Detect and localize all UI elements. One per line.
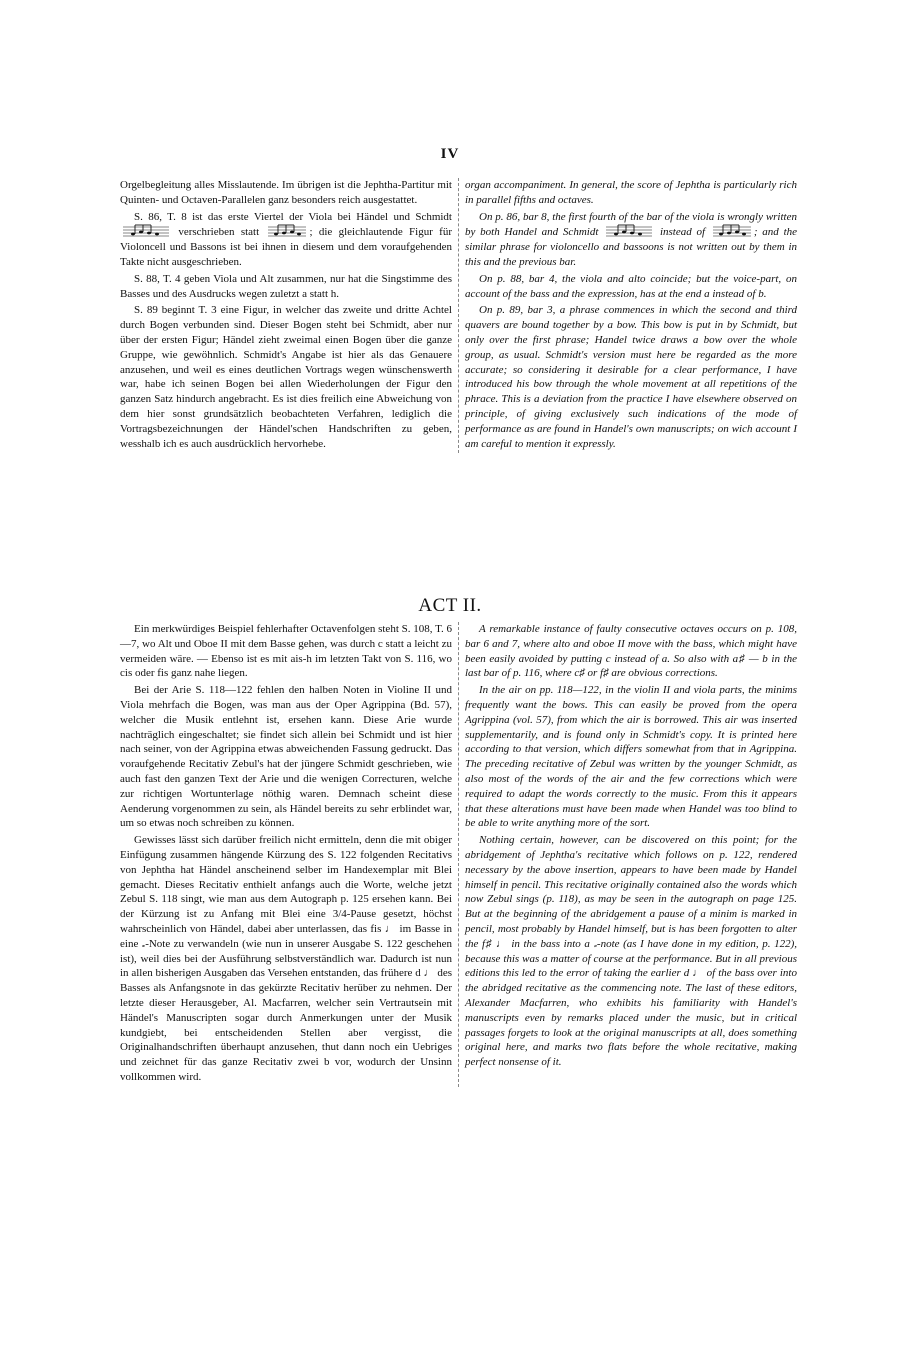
paragraph: A remarkable instance of faulty consecutive octaves occurs on p. 108, bar 6 and 7, where alto and oboe II move with the bass, which might have been easily avoided by putting c instead of a. So also with a♯ — b in the last bar of p. 116, where c♯ or f♯ are obvious corrections.	[465, 623, 797, 680]
text-run: On p. 86, bar 8, the first fourth of the bar of the viola is wrongly written by both Handel and Schmidt	[465, 210, 797, 239]
paragraph: S. 89 beginnt T. 3 eine Figur, in welcher das zweite und dritte Achtel durch Bogen verbunden sind. Dieser Bogen steht bei Schmidt, aber nur über der ersten Figur; Händel zieht zweimal einen Bogen über die ganze Gruppe, wie gewöhnlich. Schmidt's Angabe ist hier als das Genauere anzusehen, und weil es eines deutlichen Vortrags wegen wünschenswerth war, habe ich seinen Bogen bei allen Wiederholungen der Figur den ganzen Satz hindurch angebracht. Es ist dies freilich eine Abweichung von dem hier sonst grundsätzlich beobachteten Verfahren, lediglich die Vortragsbezeichnungen der Händel'schen Handschriften zu geben, wesshalb ich es auch ausdrücklich hervorhebe.	[120, 304, 452, 450]
music-notation-icon	[606, 224, 652, 238]
german-column-lower	[120, 622, 458, 1087]
english-column-lower	[458, 622, 797, 1087]
lower-columns	[120, 622, 800, 1087]
paragraph: In the air on pp. 118—122, in the violin II and viola parts, the minims frequently want the bows. This can easily be proved from the opera Agrippina (vol. 57), from which the air is borrowed. This air was inserted supplementarily, and is found only in Schmidt's copy. It is printed here according to that version, which differs somewhat from that in Agrippina. The preceding recitative of Zebul was written by the younger Schmidt, as also most of the words of the air and the few corrections which were required to adapt the words correctly to the music. From this it appears that these alterations must have been made when Handel was too blind to be able to write anything more of the sort.	[465, 684, 797, 830]
text-run: verschrieben statt	[178, 226, 260, 239]
music-notation-icon	[123, 224, 169, 238]
paragraph	[465, 210, 797, 270]
paragraph: organ accompaniment. In general, the score of Jephtha is particularly rich in parallel fifths and octaves.	[465, 179, 797, 206]
upper-columns	[120, 178, 800, 453]
paragraph: Nothing certain, however, can be discovered on this point; for the abridgement of Jephtha's recitative which follows on p. 122, rendered necessary by the above insertion, appears to have been made by Handel himself in pencil. This recitative originally contained also the words which now Zebul sings (p. 118), as may be seen in the autograph on page 125. But at the beginning of the abridgement a pause of a minim is marked in pencil, most probably by Handel himself, but is has been forgotten to alter the f♯ ♩ in the bass into a 𝅗-note (as I have done in my edition, p. 122), because this was a matter of course at the performance. But in all previous editions this led to the error of taking the earlier d ♩ of the bass over into the abridged recitative as the commencing note. The last of these editors, Alexander Macfarren, who exhibits his familiarity with Handel's manuscripts even by remarks placed under the music, but in critical passages forgets to look at the original manuscripts at all, does something original here, and marks two flats before the whole recitative, making perfect nonsense of it.	[465, 834, 797, 1069]
paragraph: Ein merkwürdiges Beispiel fehlerhafter Octavenfolgen steht S. 108, T. 6—7, wo Alt und Oboe II mit dem Basse gehen, was durch c statt a leicht zu vermeiden wäre. — Ebenso ist es mit ais-h im letzten Takt von S. 116, wo cis oder fis ganz nahe liegen.	[120, 623, 452, 680]
paragraph: Bei der Arie S. 118—122 fehlen den halben Noten in Violine II und Viola mehrfach die Bogen, was man aus der Oper Agrippina (Bd. 57), welcher die Musik entlehnt ist, ersehen kann. Diese Arie wurde nachträglich eingeschaltet; sie findet sich allein bei Schmidt und ist hier nach seiner, von der Agrippina etwas abweichenden Fassung gedruckt. Das voraufgehende Recitativ Zebul's hat der jüngere Schmidt geschrieben, wie auch fast den ganzen Text der Arie und die wenigen Correcturen, welche zur richtigen Wortunterlage nöthig waren. Demnach scheint diese Aenderung vorgenommen zu sein, als Händel bereits zu sehr erblindet war, um so etwas noch schreiben zu können.	[120, 684, 452, 830]
music-notation-icon	[713, 224, 751, 238]
paragraph: S. 88, T. 4 geben Viola und Alt zusammen, nur hat die Singstimme des Basses und des Ausdrucks wegen zuletzt a statt h.	[120, 272, 452, 300]
paragraph: On p. 88, bar 4, the viola and alto coincide; but the voice-part, on account of the bass and the expression, has at the end a instead of b.	[465, 272, 797, 300]
music-notation-icon	[268, 224, 306, 238]
paragraph: Orgelbegleitung alles Misslautende. Im übrigen ist die Jephtha-Partitur mit Quinten- und Octaven-Parallelen ganz besonders reich ausgestattet.	[120, 179, 452, 206]
text-run: instead of	[659, 226, 706, 239]
text-run: ; and the similar phrase for violoncello and bassoons is not written out by them in this and the previous bar.	[465, 226, 798, 268]
german-column-upper	[120, 178, 458, 453]
section-heading: ACT II.	[418, 595, 482, 616]
text-run: ; die gleichlautende Figur für Violoncell und Bassons ist bei ihnen in diesem und dem voraufgehenden Takte nicht ausgeschrieben.	[120, 226, 453, 268]
paragraph	[120, 210, 452, 270]
paragraph: On p. 89, bar 3, a phrase commences in which the second and third quavers are bound together by a bow. This bow is put in by Schmidt, but only over the first phrase; Handel twice draws a bow over the whole group, as usual. Schmidt's version must here be regarded as the more accurate; so considering it desirable for a clear performance, I have introduced his bow through the whole movement at all repetitions of the phrace. This is a deviation from the practice I have elsewhere observed on principle, of giving exclusively such indications of the mode of performance as are found in Handel's own manuscripts; on wich account I am careful to mention it expressly.	[465, 304, 797, 450]
text-run: S. 86, T. 8 ist das erste Viertel der Viola bei Händel und Schmidt	[134, 210, 452, 223]
page-number: IV	[440, 146, 460, 162]
paragraph: Gewisses lässt sich darüber freilich nicht ermitteln, denn die mit obiger Einfügung zusammen hängende Kürzung des S. 122 folgenden Recitativs von Jephtha hat Händel anscheinend selber im Handexemplar mit Blei gemacht. Dieses Recitativ enthielt anfangs auch die Worte, welche jetzt Zebul S. 118 singt, wie man aus dem Autograph p. 125 ersehen kann. Bei der Kürzung ist zu Anfang mit Blei eine 3/4-Pause gesetzt, höchst wahrscheinlich von Händel, dabei aber unterlassen, das fis ♩ im Basse in eine 𝅗-Note zu verwandeln (wie nun in unserer Ausgabe S. 122 geschehen ist), weil dies bei der Ausführung selbstverständlich war. Dadurch ist nun in allen bisherigen Ausgaben das Versehen entstanden, das frühere d ♩ des Basses als Anfangsnote in das gekürzte Recitativ herüber zu nehmen. Der letzte dieser Herausgeber, Al. Macfarren, welcher sein Vertrautsein mit Händel's Manuscripten sogar durch Anmerkungen unter der Musik kundgiebt, bei entscheidenden Stellen aber vergisst, die Originalhandschriften überhaupt anzusehen, thut dann noch ein Uebriges und zeichnet für das ganze Recitativ zwei b vor, wodurch der Unsinn vollkommen wird.	[120, 834, 452, 1083]
english-column-upper	[458, 178, 797, 453]
